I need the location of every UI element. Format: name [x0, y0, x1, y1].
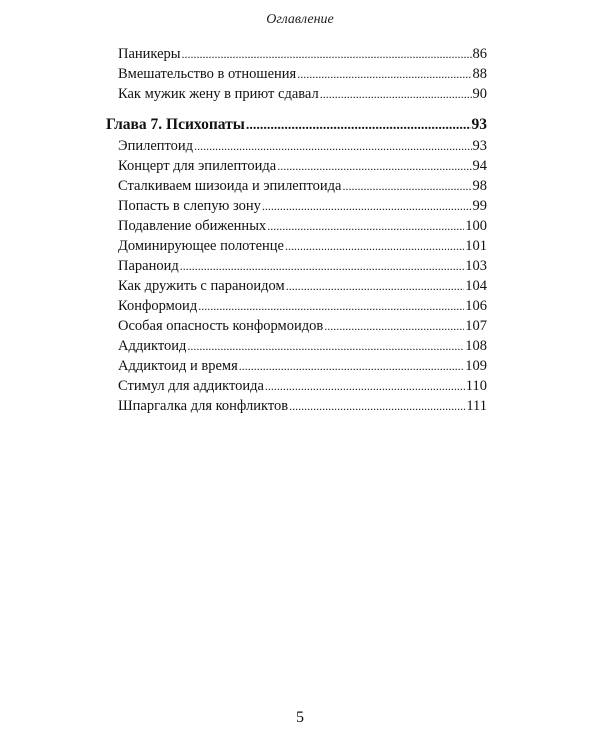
toc-entry-title: Концерт для эпилептоида: [118, 158, 277, 174]
toc-entry[interactable]: [106, 86, 487, 106]
toc-entry-title: Попасть в слепую зону: [118, 198, 261, 214]
dot-leader: [180, 258, 465, 273]
toc-entry-title: Доминирующее полотенце: [118, 238, 284, 254]
toc-entry-page: 107: [465, 318, 487, 334]
toc-entry-page: 104: [465, 278, 487, 294]
toc-entry-title: Эпилептоид: [118, 138, 194, 154]
dot-leader: [277, 158, 471, 173]
toc-entry-title: Стимул для аддиктоида: [118, 378, 264, 394]
table-of-contents: [106, 46, 487, 418]
toc-entry-page: 111: [466, 398, 487, 414]
toc-entry[interactable]: [106, 298, 487, 318]
dot-leader: [286, 278, 465, 293]
toc-entry-page: 98: [472, 178, 487, 194]
dot-leader: [320, 86, 472, 101]
toc-entry-page: 93: [472, 138, 487, 154]
dot-leader: [289, 398, 465, 413]
toc-entry[interactable]: [106, 138, 487, 158]
dot-leader: [239, 358, 464, 373]
toc-entry-page: 103: [465, 258, 487, 274]
toc-entry-title: Особая опасность конформоидов: [118, 318, 324, 334]
toc-chapter-title: Глава 7. Психопаты: [106, 116, 245, 133]
toc-entry[interactable]: [106, 198, 487, 218]
toc-entry-title: Как мужик жену в приют сдавал: [118, 86, 319, 102]
dot-leader: [342, 178, 471, 193]
toc-entry-title: Сталкиваем шизоида и эпилептоида: [118, 178, 342, 194]
dot-leader: [297, 66, 471, 81]
toc-entry-page: 110: [465, 378, 487, 394]
running-head: Оглавление: [266, 12, 334, 27]
dot-leader: [267, 218, 464, 233]
toc-entry[interactable]: [106, 398, 487, 418]
toc-entry-title: Как дружить с параноидом: [118, 278, 285, 294]
toc-entry-page: 99: [472, 198, 487, 214]
toc-entry-page: 100: [465, 218, 487, 234]
toc-entry-page: 86: [472, 46, 487, 62]
page-number: 5: [296, 709, 304, 726]
dot-leader: [182, 46, 472, 61]
toc-chapter-page: 93: [471, 116, 487, 133]
toc-entry[interactable]: [106, 178, 487, 198]
toc-entry[interactable]: [106, 46, 487, 66]
dot-leader: [198, 298, 464, 313]
toc-entry[interactable]: [106, 238, 487, 258]
toc-entry[interactable]: [106, 318, 487, 338]
dot-leader: [187, 338, 464, 353]
toc-entry-title: Конформоид: [118, 298, 198, 314]
toc-entry-page: 109: [465, 358, 487, 374]
toc-entry[interactable]: [106, 378, 487, 398]
toc-entry-title: Шпаргалка для конфликтов: [118, 398, 289, 414]
dot-leader: [262, 198, 472, 213]
toc-entry[interactable]: [106, 258, 487, 278]
dot-leader: [246, 116, 471, 132]
toc-entry-title: Аддиктоид и время: [118, 358, 238, 374]
toc-entry-title: Параноид: [118, 258, 179, 274]
toc-entry-title: Подавление обиженных: [118, 218, 267, 234]
toc-entry[interactable]: [106, 278, 487, 298]
toc-chapter-entry[interactable]: [106, 116, 487, 138]
toc-entry[interactable]: [106, 66, 487, 86]
toc-entry[interactable]: [106, 358, 487, 378]
toc-entry-title: Вмешательство в отношения: [118, 66, 297, 82]
toc-entry-page: 90: [472, 86, 487, 102]
dot-leader: [324, 318, 464, 333]
toc-entry-page: 106: [465, 298, 487, 314]
toc-entry-title: Аддиктоид: [118, 338, 187, 354]
toc-entry[interactable]: [106, 158, 487, 178]
toc-entry-page: 88: [472, 66, 487, 82]
dot-leader: [194, 138, 471, 153]
toc-entry-page: 94: [472, 158, 487, 174]
toc-entry-title: Паникеры: [118, 46, 181, 62]
toc-entry[interactable]: [106, 338, 487, 358]
toc-entry-page: 108: [465, 338, 487, 354]
toc-entry[interactable]: [106, 218, 487, 238]
dot-leader: [265, 378, 465, 393]
toc-entry-page: 101: [465, 238, 487, 254]
dot-leader: [285, 238, 464, 253]
